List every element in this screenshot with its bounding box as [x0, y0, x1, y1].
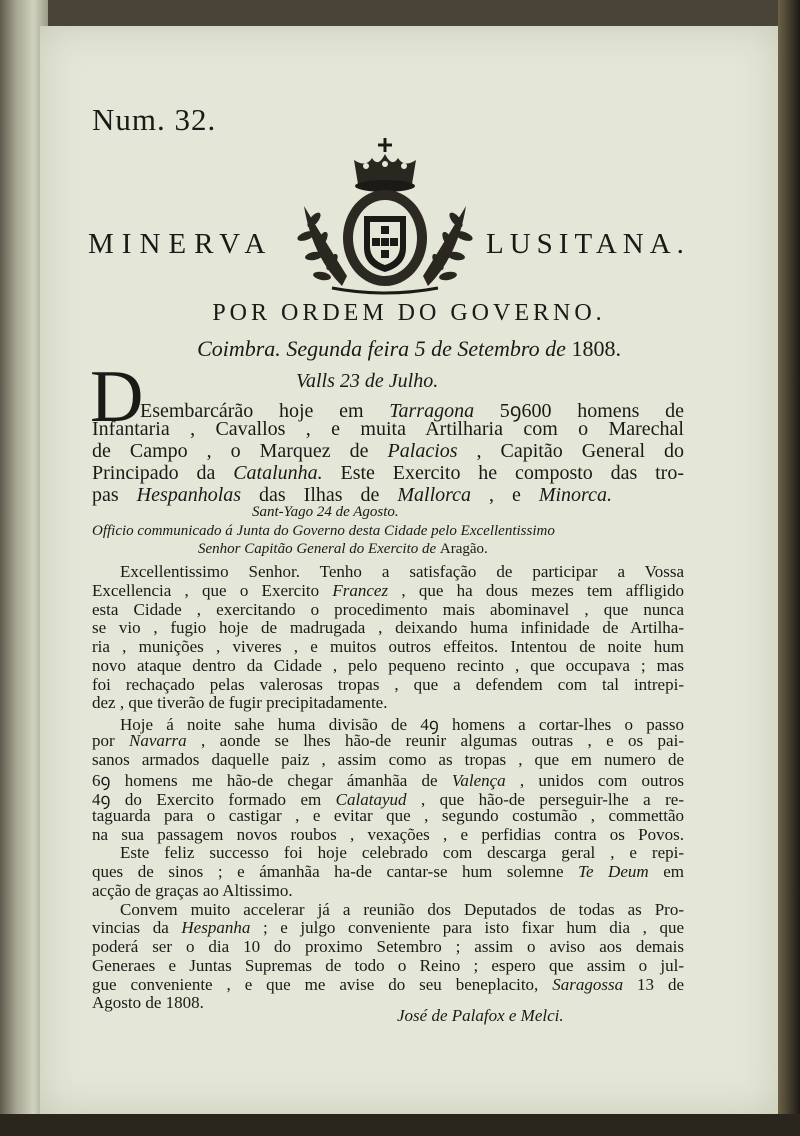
- article2-heading-line2: [198, 541, 488, 558]
- text-run: pas: [92, 484, 137, 506]
- text-run: Agosto de 1808.: [92, 993, 204, 1012]
- text-run: , unidos com outros: [505, 771, 685, 790]
- text-run: novo ataque dentro da Cidade , pelo pequeno recinto , que occupava ; mas: [92, 656, 684, 675]
- text-run: foi rechaçado pelas valerosas tropas , que a defendem com tal intrepi-: [92, 675, 684, 694]
- text-run: esta Cidade , exercitando o procedimento mais abominavel , que nunca: [92, 600, 684, 619]
- scan-binding-shadow: [778, 0, 800, 1136]
- article2-line: [120, 843, 684, 863]
- article2-line: [92, 750, 684, 770]
- article2-line: [92, 675, 684, 695]
- text-run: 4ꝯ do Exercito formado em: [92, 790, 336, 809]
- italic-name: Saragossa: [552, 975, 624, 994]
- signature: José de Palafox e Melci.: [397, 1006, 564, 1025]
- text-run: Generaes e Juntas Supremas de todo o Reino ; espero que assim o jul-: [92, 956, 684, 975]
- text-run: , e: [471, 484, 539, 506]
- italic-name: Mallorca: [397, 484, 472, 506]
- article2-line: [92, 918, 684, 938]
- italic-name: Hespanholas: [136, 484, 242, 506]
- text-run: ; e julgo conveniente para isto fixar hum dia , que: [250, 918, 684, 937]
- italic-name: Hespanha: [181, 918, 251, 937]
- article2-line: [92, 806, 684, 826]
- article2-line: [92, 956, 684, 976]
- text-run: sanos armados daquelle paiz , assim como as tropas , que em numero de: [92, 750, 684, 769]
- heading-region: Aragão.: [439, 541, 488, 557]
- masthead: [40, 136, 778, 296]
- text-run: Principado da: [92, 462, 234, 484]
- article2-line: [92, 993, 204, 1013]
- text-run: Excellencia , que o Exercito: [92, 581, 333, 600]
- text-run: Excellentissimo Senhor. Tenho a satisfação de participar a Vossa: [120, 562, 684, 581]
- article1-line: [92, 462, 684, 485]
- article2-line: [92, 825, 684, 845]
- royal-arms-emblem-icon: [292, 136, 478, 296]
- article2-line: [92, 937, 684, 957]
- italic-name: Francez: [332, 581, 389, 600]
- italic-name: Calatayud: [335, 790, 407, 809]
- text-run: se vio , fugio hoje de madrugada , deixando huma infinidade de Artilha-: [92, 618, 684, 637]
- italic-name: Valença: [451, 771, 506, 790]
- text-run: Infantaria , Cavallos , e muita Artilharia com o Marechal: [92, 418, 684, 440]
- italic-name: Palacios: [387, 440, 458, 462]
- article2-line: [92, 656, 684, 676]
- masthead-title-right: LUSITANA.: [486, 228, 690, 260]
- article2-heading-line1: Officio communicado á Junta do Governo desta Cidade pelo Excellentissimo: [92, 523, 555, 539]
- text-run: ria , munições , viveres , e muitos outros effeitos. Intentou de noite hum: [92, 637, 684, 656]
- article2-dateline: Sant-Yago 24 de Agosto.: [252, 504, 399, 520]
- heading-line2-text: Senhor Capitão General do Exercito de: [198, 541, 440, 557]
- article2-line: [92, 618, 684, 638]
- text-run: gue conveniente , e que me avise do seu beneplacito,: [92, 975, 553, 994]
- text-run: em: [648, 862, 684, 881]
- text-run: vincias da: [92, 918, 182, 937]
- drop-cap: D: [90, 356, 144, 438]
- text-run: por: [92, 731, 130, 750]
- text-run: dez , que tiverão de fugir precipitadamente.: [92, 693, 388, 712]
- subtitle: POR ORDEM DO GOVERNO.: [212, 300, 606, 326]
- article2-line: [120, 900, 684, 920]
- issue-day: Segunda feira 5 de Setembro de: [286, 336, 566, 361]
- text-run: 5ꝯ600 homens de: [474, 400, 684, 422]
- text-run: das Ilhas de: [241, 484, 398, 506]
- text-run: , que ha dous mezes tem affligido: [388, 581, 684, 600]
- italic-name: Te Deum: [578, 862, 649, 881]
- issue-place: Coimbra.: [197, 336, 281, 361]
- article2-line: [92, 881, 293, 901]
- italic-name: Tarragona: [389, 400, 475, 422]
- article2-line: [92, 693, 387, 713]
- article2-line: [92, 862, 684, 882]
- article2-line: [92, 581, 684, 601]
- article2-line: [92, 600, 684, 620]
- italic-name: Navarra: [129, 731, 187, 750]
- text-run: Esembarcárão hoje em: [140, 400, 390, 422]
- article1-dateline: Valls 23 de Julho.: [296, 370, 439, 392]
- text-run: acção de graças ao Altissimo.: [92, 881, 293, 900]
- issue-dateline: [40, 336, 778, 362]
- scan-bottom-edge: [0, 1114, 800, 1136]
- italic-name: Minorca.: [538, 484, 612, 506]
- newspaper-page: [40, 26, 778, 1114]
- text-run: 13 de: [623, 975, 684, 994]
- text-run: , Capitão General do: [457, 440, 685, 462]
- article2-line: [92, 975, 684, 995]
- text-run: taguarda para o castigar , e evitar que , segundo costumão , commettão: [92, 806, 684, 825]
- text-run: ques de sinos ; e ámanhãa ha-de cantar-se hum solemne: [92, 862, 579, 881]
- text-run: poderá ser o dia 10 do proximo Setembro ; assim o aviso aos demais: [92, 937, 684, 956]
- issue-year: 1808.: [571, 336, 621, 361]
- article1-line: [92, 418, 684, 441]
- text-run: , aonde se lhes hão-de reunir algumas outras , e os pai-: [186, 731, 684, 750]
- text-run: Este Exercito he composto das tro-: [322, 462, 684, 484]
- text-run: de Campo , o Marquez de: [92, 440, 388, 462]
- italic-name: Catalunha.: [233, 462, 323, 484]
- text-run: Convem muito accelerar já a reunião dos Deputados de todas as Pro-: [120, 900, 684, 919]
- text-run: Hoje á noite sahe huma divisão de 4ꝯ homens a cortar-lhes o passo: [120, 715, 684, 734]
- article2-line: [120, 562, 684, 582]
- article1-line: [92, 440, 684, 463]
- article2-line: [92, 637, 684, 657]
- article2-line: [92, 731, 684, 751]
- text-run: 6ꝯ homens me hão-de chegar ámanhãa de: [92, 771, 452, 790]
- text-run: , que hão-de perseguir-lhe a re-: [406, 790, 685, 809]
- issue-number: Num. 32.: [92, 102, 217, 137]
- masthead-title-left: MINERVA: [88, 228, 274, 260]
- text-run: Este feliz successo foi hoje celebrado com descarga geral , e repi-: [120, 843, 684, 862]
- text-run: na sua passagem novos roubos , vexações , e perfidias contra os Povos.: [92, 825, 684, 844]
